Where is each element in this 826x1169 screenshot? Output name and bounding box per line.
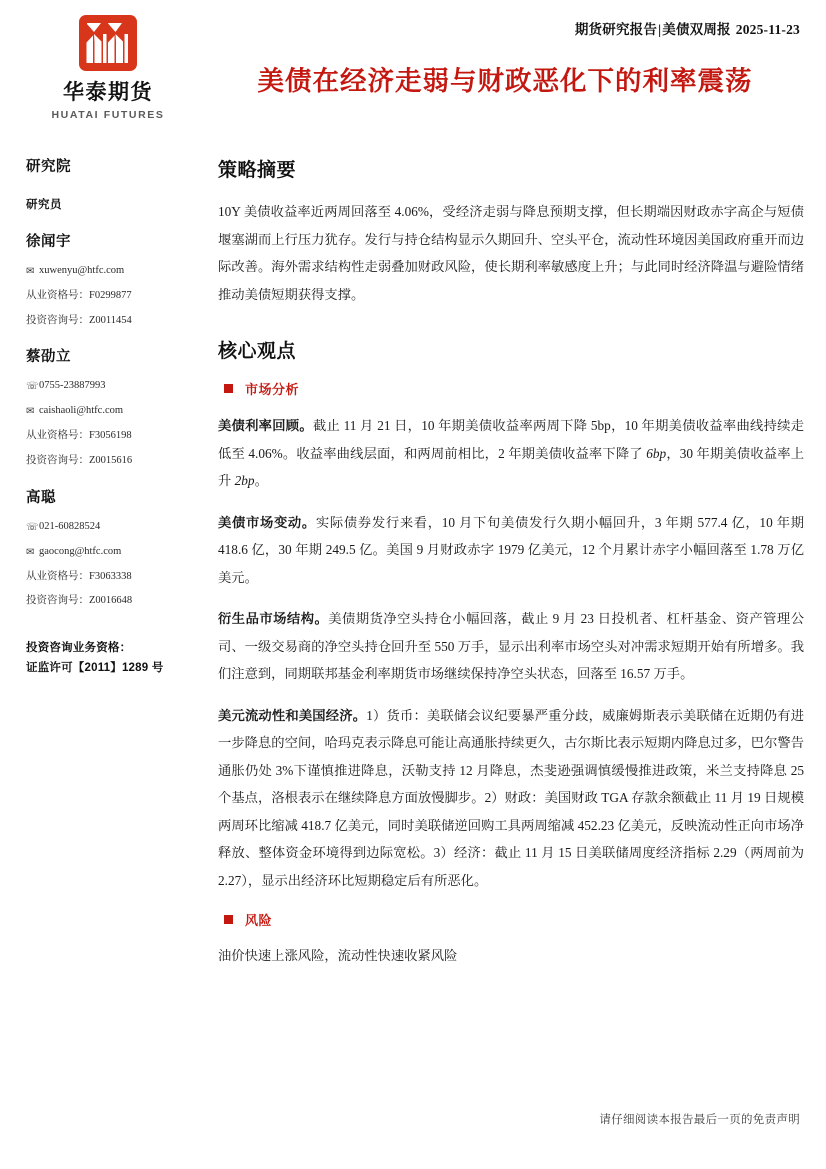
analyst-consult-label: 投资咨询号：: [26, 595, 89, 607]
square-bullet-icon: [224, 915, 233, 924]
analyst-email[interactable]: [26, 404, 204, 418]
report-series-label: 美债双周报: [662, 22, 731, 37]
analyst-license: [26, 570, 204, 584]
paragraph-derivatives-lead: 衍生品市场结构。: [218, 611, 329, 627]
bullet-risk: [224, 910, 804, 929]
paragraph-rate-review-em2: 2bp: [234, 473, 255, 489]
sidebar-department: 研究院: [26, 159, 71, 175]
analyst-consult-label: 投资咨询号：: [26, 314, 89, 326]
bullet-risk-label: 风险: [245, 913, 273, 929]
bullet-market-analysis: [224, 379, 804, 398]
qualification-line-1: 投资咨询业务资格：: [26, 641, 132, 654]
analyst-license-value: F0299877: [89, 290, 132, 301]
section-heading-core-views: 核心观点: [218, 341, 297, 363]
header-separator: |: [658, 22, 662, 37]
report-date: 2025-11-23: [735, 22, 800, 37]
mail-icon: ✉: [26, 546, 35, 558]
analyst-card: [26, 345, 204, 467]
report-type-label: 期货研究报告: [574, 22, 658, 37]
paragraph-rate-review-end: 。: [254, 473, 268, 489]
analyst-phone-value: 0755-23887993: [39, 380, 106, 392]
analyst-phone[interactable]: [26, 520, 204, 534]
analyst-name: 高聪: [26, 489, 56, 506]
analyst-license: [26, 429, 204, 443]
phone-icon: ☏: [26, 521, 39, 533]
analyst-license-label: 从业资格号：: [26, 290, 89, 301]
paragraph-risk: 油价快速上涨风险，流动性快速收紧风险: [218, 948, 458, 964]
logo-name-cn: 华泰期货: [63, 81, 153, 104]
summary-paragraph: 10Y 美债收益率近两周回落至 4.06%，受经济走弱与降息预期支撑，但长期端因财政赤字高企与短债堰塞湖而上行压力犹存。发行与持仓结构显示久期回升、空头平仓，流动性环境因美国政府重开而边际改善。海外需求结构性走弱叠加财政风险，使长期利率敏感度上升；与此同时经济降温与避险情绪推动美债短期获得支撑。: [218, 204, 804, 302]
paragraph-liquidity-economy: [218, 702, 804, 895]
analyst-email-value: gaocong@htfc.com: [39, 545, 122, 557]
paragraph-rate-review-mid: ，30 年期美债收益率上升: [218, 445, 805, 489]
analyst-license-label: 从业资格号：: [26, 430, 89, 442]
sidebar: [26, 155, 204, 678]
paragraph-derivatives-body: 美债期货净空头持仓小幅回落，截止 9 月 23 日投机者、杠杆基金、资产管理公司、一级交易商的净空头持仓回升至 550 万手，显示出利率市场空头对冲需求短期开始有所增多。我们注意到，同期联邦基金利率期货市场继续保持净空头状态，回落至 16.57 万手。: [218, 611, 804, 682]
analyst-consult-value: Z0015616: [89, 454, 133, 466]
analyst-name: 蔡劭立: [26, 349, 71, 366]
square-bullet-icon: [224, 384, 233, 393]
huatai-futures-logo-icon: [78, 14, 138, 72]
section-heading-summary: 策略摘要: [218, 160, 297, 181]
paragraph-rate-review-lead: 美债利率回顾。: [218, 418, 313, 434]
paragraph-liquidity-economy-body: 1）货币：美联储会议纪要暴严重分歧，威廉姆斯表示美联储在近期仍有进一步降息的空间，哈玛克表示降息可能让高通胀持续更久，古尔斯比表示短期内降息过多，巴尔警告通胀仍处 3%下谨慎推进降息，沃勒支持 12 月降息，杰斐逊强调慎缓慢推进政策，米兰支持降息 25 个基点，洛根表示在继续降息方面放慢脚步。2）财政：美国财政 TGA 存款余额截止 11 月 19 日规模两周环比缩减 418.7 亿美元，同时美联储逆回购工具两周缩减 452.23 亿美元，反映流动性正向市场净释放、整体资金环境得到边际宽松。3）经济：截止 11 月 15 日美联储周度经济指标 2.29（两周前为 2.27），显示出经济环比短期稳定后有所恶化。: [218, 707, 805, 888]
qualification-line-2: 证监许可【2011】1289 号: [26, 661, 164, 674]
analyst-email-value: caishaoli@htfc.com: [39, 405, 124, 417]
analyst-email-value: xuwenyu@htfc.com: [39, 265, 125, 276]
analyst-license-label: 从业资格号：: [26, 570, 89, 582]
paragraph-derivatives: [218, 605, 804, 688]
analyst-consult-value: Z0016648: [89, 595, 133, 607]
analyst-license: [26, 289, 204, 303]
paragraph-market-change-lead: 美债市场变动。: [218, 514, 316, 530]
phone-icon: ☏: [26, 381, 39, 393]
paragraph-rate-review: [218, 412, 804, 495]
paragraph-market-change: [218, 509, 804, 592]
logo-name-en: HUATAI FUTURES: [51, 109, 165, 121]
header-meta: [575, 18, 800, 38]
paragraph-rate-review-body: 截止 11 月 21 日，10 年期美债收益率两周下降 5bp，10 年期美债收益率曲线持续走低至 4.06%。收益率曲线层面，和两周前相比，2 年期美债收益率下降了: [218, 418, 804, 461]
company-logo: [18, 14, 198, 121]
analyst-consult: [26, 314, 204, 328]
bullet-market-analysis-label: 市场分析: [245, 382, 300, 398]
analyst-license-value: F3056198: [89, 430, 132, 442]
mail-icon: ✉: [26, 406, 35, 418]
analyst-card: [26, 230, 204, 327]
paragraph-market-change-body: 实际债券发行来看，10 月下旬美债发行久期小幅回升，3 年期 577.4 亿，10 年期 418.6 亿，30 年期 249.5 亿。美国 9 月财政赤字 1979 亿美元，12 个月累计赤字小幅回落至 1.78 万亿美元。: [218, 514, 805, 585]
sidebar-role-label: 研究员: [26, 199, 62, 211]
analyst-phone[interactable]: [26, 379, 204, 393]
main-content: [218, 155, 804, 970]
footer-disclaimer: 请仔细阅读本报告最后一页的免责声明: [599, 1114, 800, 1126]
analyst-phone-value: 021-60828524: [39, 520, 101, 532]
analyst-consult: [26, 454, 204, 468]
analyst-consult-value: Z0011454: [89, 314, 132, 326]
analyst-license-value: F3063338: [89, 570, 132, 582]
analyst-consult: [26, 594, 204, 608]
analyst-consult-label: 投资咨询号：: [26, 454, 89, 466]
qualification-block: [26, 638, 204, 678]
analyst-email[interactable]: [26, 264, 204, 278]
mail-icon: ✉: [26, 266, 35, 277]
analyst-email[interactable]: [26, 545, 204, 559]
paragraph-rate-review-em1: 6bp: [646, 445, 667, 461]
page-title: 美债在经济走弱与财政恶化下的利率震荡: [257, 65, 753, 96]
analyst-name: 徐闻宇: [26, 234, 71, 250]
analyst-card: [26, 486, 204, 608]
paragraph-liquidity-economy-lead: 美元流动性和美国经济。: [218, 707, 367, 723]
